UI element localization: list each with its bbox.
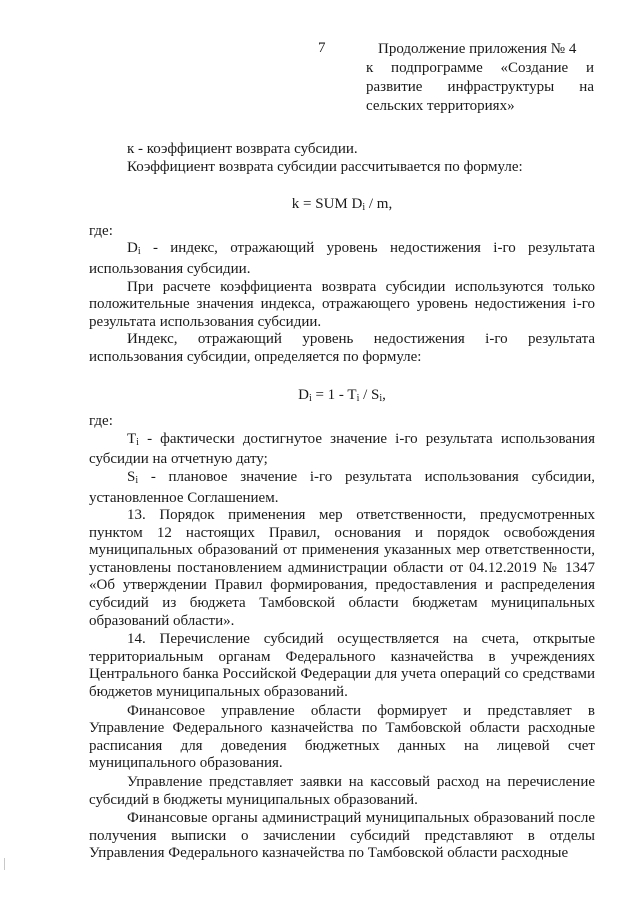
appendix-line-3: развитие инфраструктуры на [366,79,594,95]
si-sub: i [135,474,139,486]
formula-k [89,196,595,217]
formula-k-rhs: / m, [365,196,393,213]
formula-di-c: / S [359,386,380,403]
ti-symbol: T [127,430,137,447]
appendix-line-1: Продолжение приложения № 4 [378,41,577,57]
formula-di-c-sub: i [379,392,383,404]
paragraph-finance-department: Финансовое управление области формирует и представляет в Управление Федерального казначейства по Тамбовской области расходные расписания для доведения бюджетных данных на лицевой счет муниципального образования. [89,702,595,772]
di-text: - индекс, отражающий уровень недостижения i-го результата использования субсидии. [89,240,595,277]
appendix-line-2: к подпрограмме «Создание и [366,60,594,76]
paragraph-k-definition: к - коэффициент возврата субсидии. [127,141,358,157]
paragraph-municipal-finance-bodies: Финансовые органы администраций муниципальных образований после получения выписки о зачислении субсидий представляют в отделы Управления Федерального казначейства по Тамбовской области расходные [89,810,595,862]
appendix-header [366,40,594,116]
paragraph-ti-definition [89,431,595,469]
paragraph-si-definition [89,469,595,507]
paragraph-positive-values: При расчете коэффициента возврата субсидии используются только положительные значения индекса, отражающего уровень недостижения i-го результата использования субсидии. [89,278,595,330]
page-number: 7 [318,40,326,56]
formula-di-b: = 1 - T [311,386,357,403]
appendix-line-4: сельских территориях» [366,98,515,114]
di-sub: i [137,246,141,258]
paragraph-13-responsibility: 13. Порядок применения мер ответственности, предусмотренных пунктом 12 настоящих Правил, основания и порядок освобождения муниципальных образований от применения указанных мер ответственности, установлены постановлением администрации области от 04.12.2019 № 1347 «Об утверждении Правил формирования, предоставления и распределения субсидий из бюджета Тамбовской области бюджетам муниципальных образований области». [89,507,595,629]
formula-k-sub: i [362,202,366,214]
si-text: - плановое значение i-го результата использования субсидии, установленное Соглашением. [89,468,595,506]
paragraph-index-formula-intro: Индекс, отражающий уровень недостижения i-го результата использования субсидии, определяется по формуле: [89,331,595,365]
where-label-2: где: [89,413,113,430]
paragraph-cash-requests: Управление представляет заявки на кассовый расход на перечисление субсидий в бюджеты муниципальных образований. [89,774,595,808]
formula-di [89,387,595,408]
ti-text: - фактически достигнутое значение i-го результата использования субсидии на отчетную дату; [89,430,595,468]
formula-di-b-sub: i [356,392,360,404]
scan-edge-mark [4,858,5,870]
paragraph-k-formula-intro: Коэффициент возврата субсидии рассчитывается по формуле: [127,158,523,175]
paragraph-14-transfer: 14. Перечисление субсидий осуществляется на счета, открытые территориальным органам Федерального казначейства в учреждениях Центрального банка Российской Федерации для учета операций со средствами бюджетов муниципальных образований. [89,631,595,701]
formula-di-d: , [382,386,386,403]
document-body [89,141,595,863]
si-symbol: S [127,468,136,485]
where-label-1: где: [89,222,113,239]
di-symbol: D [127,240,138,257]
formula-di-a: D [298,386,309,403]
formula-k-lhs: k = SUM D [291,196,363,213]
paragraph-di-definition [89,240,595,278]
ti-sub: i [136,436,139,448]
formula-di-a-sub: i [308,392,312,404]
